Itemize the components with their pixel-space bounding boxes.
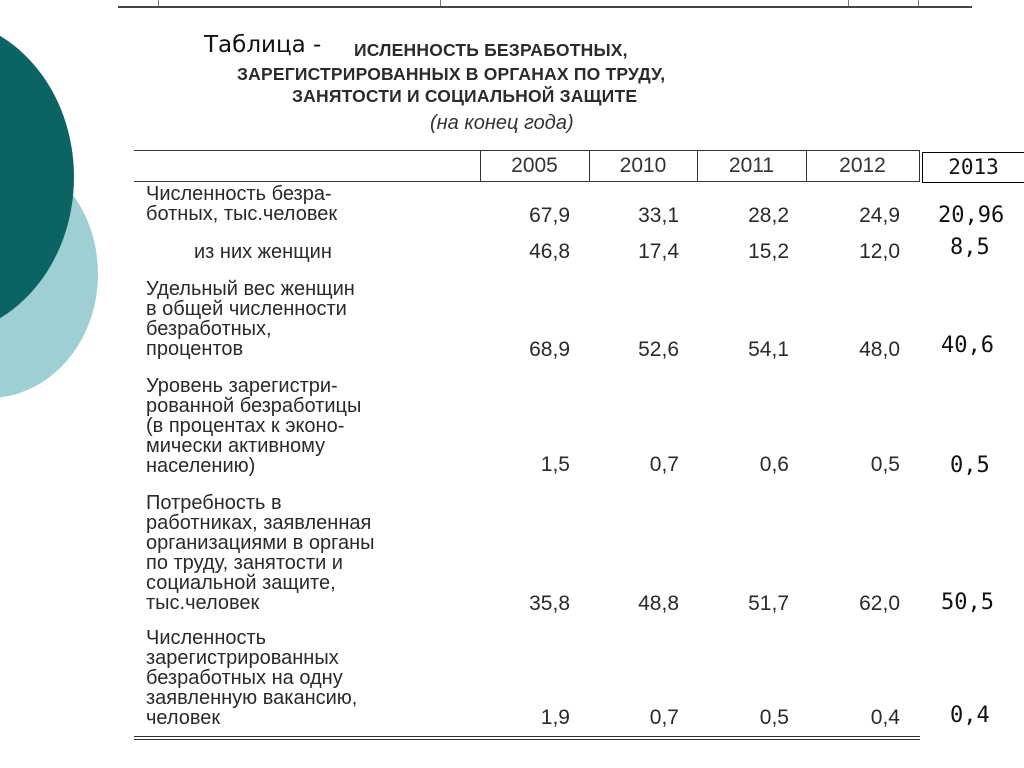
value-2013: 8,5: [950, 235, 990, 260]
cell-value: 51,7: [748, 592, 789, 615]
cell-value: 24,9: [859, 204, 900, 227]
title-line-2: ЗАРЕГИСТРИРОВАННЫХ В ОРГАНАХ ПО ТРУДУ,: [237, 64, 666, 84]
cell-value: 0,4: [870, 706, 900, 729]
year-header-2013: 2013: [922, 152, 1024, 183]
table-bottom-rule: [134, 736, 920, 737]
cropped-table-edge: [118, 0, 972, 8]
table-subtitle: (на конец года): [430, 112, 574, 134]
cell-value: 33,1: [638, 204, 679, 227]
title-line-1: ИСЛЕННОСТЬ БЕЗРАБОТНЫХ,: [354, 40, 628, 60]
data-table: [134, 150, 920, 740]
cell-value: 67,9: [529, 204, 570, 227]
row-label-per-vacancy: Численность зарегистрированных безработных на одну заявленную вакансию, человек: [146, 627, 358, 729]
cell-value: 17,4: [638, 240, 679, 263]
year-header-2010: 2010: [619, 154, 667, 177]
value-2013: 50,5: [941, 590, 994, 615]
cell-value: 68,9: [529, 338, 570, 361]
cell-value: 46,8: [529, 240, 570, 263]
title-line-3: ЗАНЯТОСТИ И СОЦИАЛЬНОЙ ЗАЩИТЕ: [292, 86, 638, 106]
year-header-2005: 2005: [511, 154, 558, 177]
value-2013: 20,96: [938, 203, 1005, 228]
cell-value: 0,5: [870, 453, 900, 476]
row-label-unemployed: Численность безра- ботных, тыс.человек: [146, 183, 338, 225]
value-2013: 0,4: [950, 703, 990, 728]
col-divider: [919, 150, 920, 181]
cell-value: 35,8: [529, 592, 570, 615]
row-label-labor-demand: Потребность в работниках, заявленная организациями в органы по труду, занятости и социальной защите, тыс.человек: [146, 492, 375, 614]
value-2013: 40,6: [941, 333, 994, 358]
row-label-unemployment-rate: Уровень зарегистри- рованной безработицы (в процентах к эконо- мически активному населению): [146, 375, 362, 477]
cell-value: 15,2: [748, 240, 789, 263]
cell-value: 48,0: [859, 338, 900, 361]
cell-value: 0,7: [649, 706, 679, 729]
cell-value: 0,5: [759, 706, 789, 729]
cell-value: 0,6: [759, 453, 789, 476]
year-header-2011: 2011: [728, 154, 775, 177]
cell-value: 12,0: [859, 240, 900, 263]
title-prefix: Таблица -: [204, 32, 322, 58]
cell-value: 28,2: [748, 204, 789, 227]
cell-value: 52,6: [638, 338, 679, 361]
table-bottom-rule-2: [134, 739, 920, 740]
value-2013: 0,5: [950, 453, 990, 478]
cell-value: 54,1: [748, 338, 789, 361]
cell-value: 1,9: [540, 706, 570, 729]
cell-value: 1,5: [540, 453, 570, 476]
cell-value: 62,0: [859, 592, 900, 615]
cell-value: 0,7: [649, 453, 679, 476]
year-header-2012: 2012: [839, 154, 886, 177]
row-label-women-share: Удельный вес женщин в общей численности безработных, процентов: [146, 278, 355, 360]
cell-value: 48,8: [638, 592, 679, 615]
row-label-women: из них женщин: [194, 241, 332, 263]
header-bottom-rule: [134, 181, 920, 182]
